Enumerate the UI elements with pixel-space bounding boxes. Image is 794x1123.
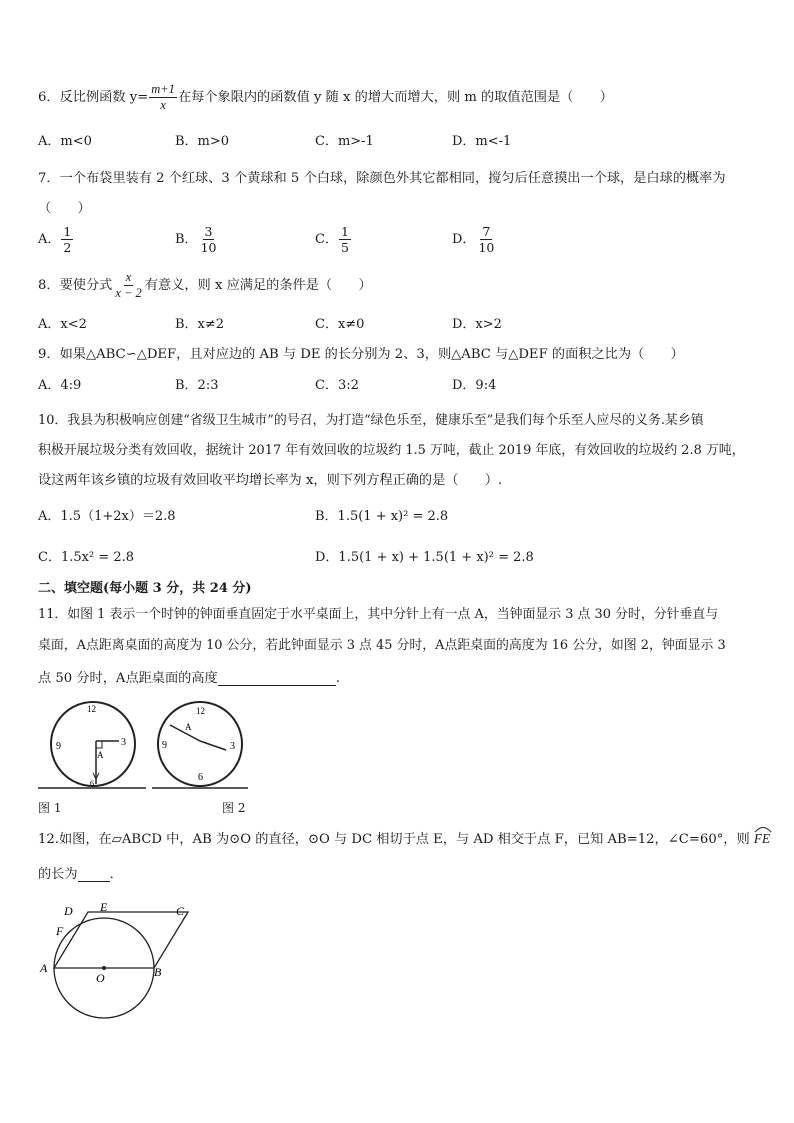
q9-option-b[interactable]: B．2:3: [175, 378, 219, 393]
q7-option-a-num: 1: [63, 224, 72, 239]
q9-option-a[interactable]: A．4:9: [38, 378, 82, 393]
q11-figure-1-caption: 图 1: [38, 801, 62, 815]
q12-stem-line2: [38, 863, 123, 882]
q12-line2-end: ．: [109, 867, 123, 882]
q8-stem: [38, 270, 372, 301]
clock2-hour-hand: [200, 741, 226, 750]
q9-option-c[interactable]: C．3:2: [315, 378, 359, 393]
clock1-right-angle-mark: [96, 741, 102, 748]
clock1-label-9: 9: [56, 741, 61, 752]
q12-figure-parallelogram-circle: [36, 898, 196, 1024]
q11-figure-2-clock: [150, 698, 250, 798]
q6-option-c[interactable]: C．m>-1: [315, 134, 374, 149]
q8-option-a[interactable]: A．x<2: [38, 317, 87, 332]
q8-pre: 8．要使分式: [38, 278, 113, 293]
q6-option-d[interactable]: D．m<-1: [452, 134, 512, 149]
clock1-point-a: A: [97, 750, 104, 760]
q11-stem-line3: [38, 667, 340, 686]
q11-figure-2-caption: 图 2: [222, 801, 246, 815]
q12-arc-text: FE: [753, 831, 771, 846]
q7-option-c[interactable]: [315, 224, 352, 255]
q7-option-a-den: 2: [63, 240, 72, 255]
q8-frac-num: x: [125, 270, 132, 284]
q10-option-b[interactable]: B．1.5(1 + x)² = 2.8: [315, 509, 449, 524]
q10-stem-line3: 设这两年该乡镇的垃圾有效回收平均增长率为 x，则下列方程正确的是（ ）.: [38, 473, 503, 488]
clock1-label-3: 3: [121, 737, 126, 748]
clock2-label-3: 3: [230, 741, 235, 752]
label-b: B: [154, 965, 162, 979]
q6-option-b[interactable]: B．m>0: [175, 134, 230, 149]
q11-answer-blank[interactable]: [218, 671, 336, 686]
q8-option-b[interactable]: B．x≠2: [175, 317, 225, 332]
q10-option-d[interactable]: D．1.5(1 + x) + 1.5(1 + x)² = 2.8: [315, 550, 534, 565]
q7-option-b-num: 3: [204, 224, 213, 239]
label-e: E: [100, 900, 108, 914]
q7-option-a[interactable]: [38, 224, 74, 255]
q6-post: 在每个象限内的函数值 y 随 x 的增大而增大，则 m 的取值范围是（ ）: [177, 90, 613, 105]
label-o: O: [96, 971, 105, 985]
clock2-point-a: A: [185, 722, 192, 732]
q7-option-c-num: 1: [340, 224, 349, 239]
q7-option-d-den: 10: [478, 240, 495, 255]
q12-line1-text: 12.如图，在▱ABCD 中，AB 为⊙O 的直径，⊙O 与 DC 相切于点 E，与 AD 相交于点 F，已知 AB=12，∠C=60°，则: [38, 832, 750, 847]
q8-option-c[interactable]: C．x≠0: [315, 317, 365, 332]
clock2-label-6: 6: [198, 772, 203, 783]
q6-frac-num: m+1: [151, 82, 175, 96]
q6-frac-den: x: [160, 98, 166, 112]
q7-option-a-label: A．: [38, 232, 61, 247]
q12-arc-symbol: [754, 825, 772, 833]
q7-option-b-den: 10: [200, 240, 217, 255]
q12-arc-label: [754, 831, 770, 847]
q6-pre: 6．反比例函数 y=: [38, 90, 149, 105]
q6-option-a[interactable]: A．m<0: [38, 134, 92, 149]
q7-stem-line1: 7．一个布袋里装有 2 个红球、3 个黄球和 5 个白球，除颜色外其它都相同，搅匀后任意摸出一个球，是白球的概率为: [38, 171, 726, 186]
label-c: C: [176, 904, 185, 918]
q7-option-b-label: B．: [175, 232, 198, 247]
q8-frac-den: x − 2: [115, 286, 142, 300]
q7-option-b[interactable]: [175, 224, 219, 255]
clock2-label-12: 12: [196, 706, 205, 716]
q11-line3-text: 点 50 分时，A点距桌面的高度: [38, 671, 218, 686]
q11-figure-1-clock: [36, 698, 148, 798]
q7-stem-line2: （ ）: [38, 201, 91, 216]
clock1-label-12: 12: [87, 704, 96, 714]
section-title-fill-in: 二、填空题(每小题 3 分，共 24 分): [38, 581, 252, 596]
q11-stem-line2: 桌面，A点距离桌面的高度为 10 公分，若此钟面显示 3 点 45 分时，A点距桌面的高度为 16 公分，如图 2，钟面显示 3: [38, 638, 726, 653]
q7-option-d[interactable]: [452, 224, 497, 255]
q12-line2-text: 的长为: [38, 867, 78, 882]
q8-post: 有意义，则 x 应满足的条件是（ ）: [144, 278, 372, 293]
q10-option-c[interactable]: C．1.5x² = 2.8: [38, 550, 134, 565]
q6-stem: [38, 82, 613, 113]
q9-stem: 9．如果△ABC∽△DEF，且对应边的 AB 与 DE 的长分别为 2、3，则△ABC 与△DEF 的面积之比为（ ）: [38, 347, 684, 362]
clock1-label-6: 6: [90, 779, 94, 788]
q10-stem-line2: 积极开展垃圾分类有效回收，据统计 2017 年有效回收的垃圾约 1.5 万吨，截止 2019 年底，有效回收的垃圾约 2.8 万吨，: [38, 443, 745, 458]
q7-option-d-label: D．: [452, 232, 476, 247]
q6-fraction: [149, 82, 177, 113]
q10-stem-line1: 10．我县为积极响应创建“省级卫生城市”的号召，为打造“绿色乐至，健康乐至”是我们每个乐至人应尽的义务.某乡镇: [38, 413, 704, 428]
label-d: D: [64, 904, 73, 918]
q10-option-a[interactable]: A．1.5（1+2x）＝2.8: [38, 509, 176, 524]
q7-option-d-num: 7: [482, 224, 491, 239]
q9-option-d[interactable]: D．9:4: [452, 378, 497, 393]
q8-option-d[interactable]: D．x>2: [452, 317, 502, 332]
q7-option-c-den: 5: [340, 240, 349, 255]
label-f: F: [56, 924, 64, 938]
q11-line3-end: .: [335, 671, 340, 686]
q8-fraction: [113, 270, 143, 301]
center-o-dot: [102, 966, 106, 970]
q11-stem-line1: 11．如图 1 表示一个时钟的钟面垂直固定于水平桌面上，其中分针上有一点 A，当钟面显示 3 点 30 分时，分针垂直与: [38, 607, 719, 622]
q12-answer-blank[interactable]: [78, 867, 110, 882]
label-a: A: [40, 961, 48, 975]
clock2-label-9: 9: [162, 740, 167, 751]
q7-option-c-label: C．: [315, 232, 338, 247]
q12-stem-line1: [38, 828, 770, 847]
